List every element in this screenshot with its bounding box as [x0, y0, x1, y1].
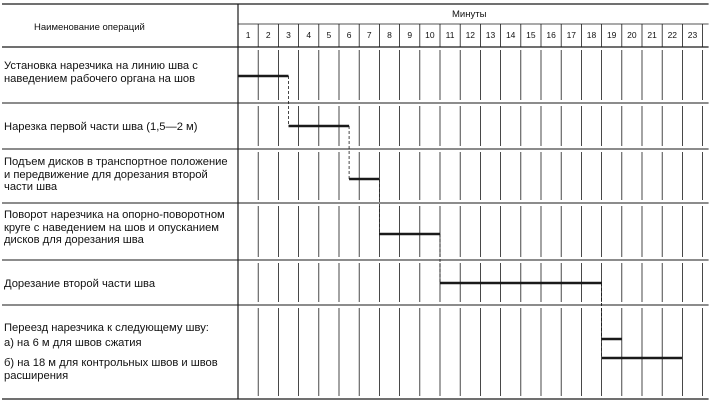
minute-label: 8	[387, 30, 392, 40]
minute-label: 2	[265, 30, 271, 40]
minute-label: 12	[465, 30, 476, 40]
minute-label: 10	[425, 30, 435, 40]
minute-label: 9	[407, 30, 413, 40]
minute-label: 14	[505, 30, 516, 40]
row-1-operation: Установка нарезчика на линию шва с наведением рабочего органа на шов	[4, 60, 198, 85]
minute-label: 19	[606, 30, 617, 40]
minute-label: 16	[546, 30, 556, 40]
row-2-operation: Нарезка первой части шва (1,5—2 м)	[4, 121, 198, 133]
minute-label: 17	[566, 30, 577, 40]
row-6a-operation: а) на 6 м для швов сжатия	[4, 336, 142, 349]
minute-label: 7	[366, 30, 372, 40]
minute-label: 21	[647, 30, 657, 40]
minute-label: 15	[526, 30, 536, 40]
minute-label: 1	[245, 30, 251, 40]
minute-label: 22	[667, 30, 678, 40]
row-6-title: Переезд нарезчика к следующему шву:	[4, 322, 209, 334]
row-3-operation: Подъем дисков в транспортное положение и передвижение для дорезания второй части шва	[4, 156, 228, 193]
row-5-operation: Дорезание второй части шва	[4, 278, 156, 290]
minutes-header: Минуты	[452, 9, 487, 20]
minute-label: 23	[687, 30, 698, 40]
row-4-operation: Поворот нарезчика на опорно-поворотном круге с наведением на шов и опусканием дисков для дорезания шва	[4, 209, 225, 246]
minute-label: 20	[627, 30, 637, 40]
minute-label: 6	[346, 30, 352, 40]
row-6-operation	[4, 322, 234, 382]
minute-label: 18	[586, 30, 597, 40]
minute-label: 5	[326, 30, 332, 40]
row-6b-operation: б) на 18 м для контрольных швов и швов расширения	[4, 357, 218, 382]
minute-label: 3	[286, 30, 291, 40]
operations-header: Наименование операций	[34, 22, 145, 33]
minute-label: 11	[445, 30, 455, 40]
minute-label: 13	[485, 30, 496, 40]
minute-label: 4	[306, 30, 312, 40]
